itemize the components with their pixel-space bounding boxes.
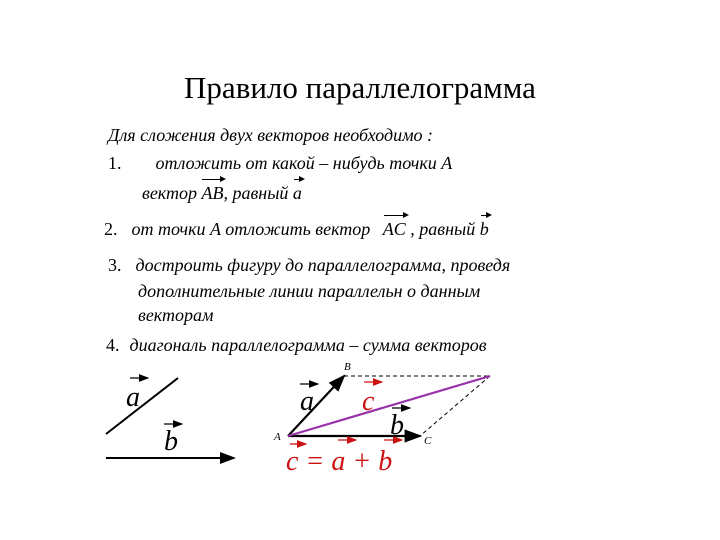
step-2-text-mid: , равный xyxy=(405,219,480,239)
vector-a-label: a xyxy=(126,382,140,413)
point-a-label: A xyxy=(274,431,281,443)
label-a: a xyxy=(300,386,314,417)
dashed-right-side xyxy=(420,376,490,436)
formula-text: c = a + b xyxy=(286,446,393,477)
point-c-label: C xyxy=(424,435,432,447)
vector-ac: AC xyxy=(382,219,406,239)
point-b-label: B xyxy=(344,361,351,373)
left-figure xyxy=(106,378,234,458)
label-c: c xyxy=(362,386,375,417)
step-3-line-3: векторам xyxy=(138,305,214,325)
step-3-number: 3. xyxy=(108,255,122,275)
page-title: Правило параллелограмма xyxy=(184,70,536,105)
vector-a-inline: a xyxy=(292,183,302,203)
label-b: b xyxy=(390,410,404,441)
step-4-number: 4. xyxy=(106,335,120,355)
step-3-text-1: достроить фигуру до параллелограмма, проведя xyxy=(135,255,511,275)
intro-line: Для сложения двух векторов необходимо : xyxy=(108,125,434,145)
step-1-line2-pre: вектор xyxy=(142,183,202,203)
vector-b-inline: b xyxy=(479,219,489,239)
step-3-line-2: дополнительные линии параллельн о данным xyxy=(138,281,481,301)
step-1-text: отложить от какой – нибудь точки A xyxy=(155,153,453,173)
parallelogram-figure xyxy=(273,361,490,477)
step-4-text: диагональ параллелограмма – сумма векторов xyxy=(129,335,487,355)
vector-ab: AB xyxy=(201,183,224,203)
vector-b-label: b xyxy=(164,426,178,457)
step-1-line2-mid: , равный xyxy=(223,183,293,203)
step-2-text-pre: от точки A отложить вектор xyxy=(131,219,375,239)
step-1-number: 1. xyxy=(108,153,122,173)
step-2-number: 2. xyxy=(104,219,118,239)
diagonal-c-line xyxy=(288,376,490,436)
